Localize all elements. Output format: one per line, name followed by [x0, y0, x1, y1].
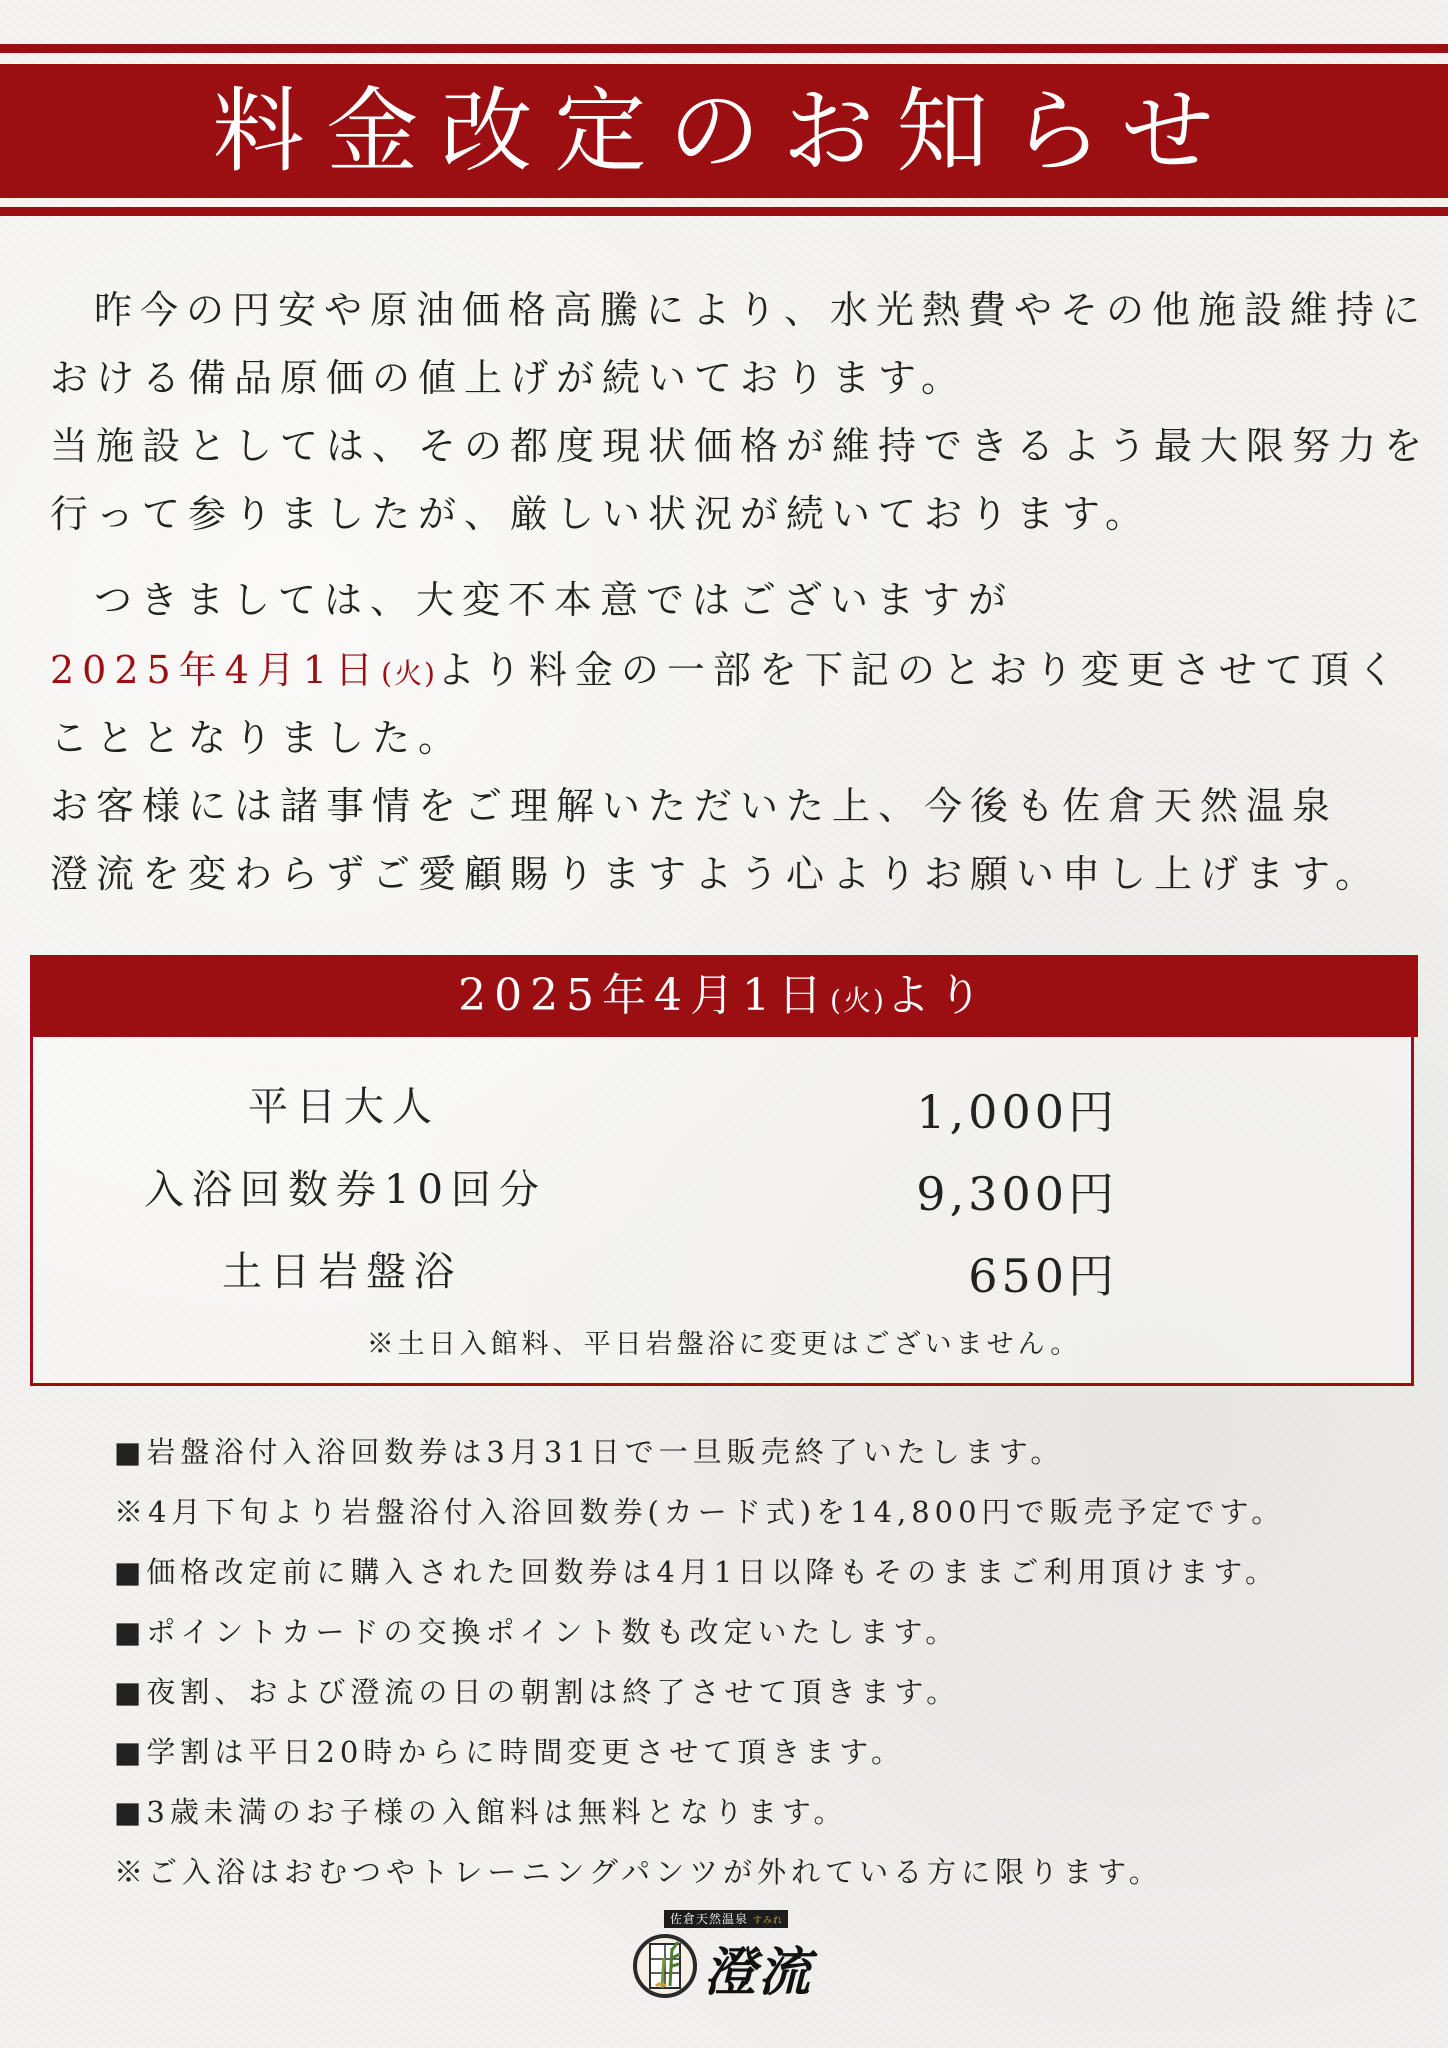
- price-item-price: 1,000円: [916, 1085, 1118, 1139]
- note-item: ※ご入浴はおむつやトレーニングパンツが外れている方に限ります。: [114, 1855, 1163, 1889]
- price-item-name: 入浴回数券10回分: [144, 1167, 547, 1213]
- title-bottom-stripe: [0, 207, 1448, 216]
- intro-line-7: こととなりました。: [50, 716, 465, 760]
- intro-line-3: 当施設としては、その都度現状価格が維持できるよう最大限努力を: [50, 424, 1431, 468]
- price-item-name: 土日岩盤浴: [222, 1249, 462, 1295]
- intro-line-8: お客様には諸事情をご理解いただいた上、今後も佐倉天然温泉: [50, 784, 1339, 828]
- note-item: ■岩盤浴付入浴回数券は3月31日で一旦販売終了いたします。: [114, 1435, 1065, 1469]
- intro-line-6: 2025年4月1日(火)より料金の一部を下記のとおり変更させて頂く: [50, 648, 1403, 692]
- page-title: 料金改定のお知らせ: [212, 78, 1236, 185]
- intro-line-9: 澄流を変わらずご愛顧賜りますよう心よりお願い申し上げます。: [50, 852, 1381, 896]
- effective-weekday: (火): [381, 657, 437, 690]
- note-item: ※4月下旬より岩盤浴付入浴回数券(カード式)を14,800円で販売予定です。: [114, 1495, 1286, 1529]
- intro-line-4: 行って参りましたが、厳しい状況が続いております。: [50, 492, 1151, 536]
- intro-line-5: つきましては、大変不本意ではございますが: [94, 578, 1015, 622]
- logo-caption: 佐倉天然温泉 すみれ: [664, 1910, 788, 1928]
- note-item: ■ポイントカードの交換ポイント数も改定いたします。: [114, 1615, 960, 1649]
- note-item: ■価格改定前に購入された回数券は4月1日以降もそのままご利用頂けます。: [114, 1555, 1279, 1589]
- price-item-price: 9,300円: [916, 1167, 1118, 1221]
- title-top-stripe: [0, 44, 1448, 53]
- logo-emblem-icon: [632, 1928, 698, 2000]
- intro-line-2: おける備品原価の値上げが続いております。: [50, 356, 967, 400]
- price-item-name: 平日大人: [248, 1084, 440, 1130]
- price-box-note: ※土日入館料、平日岩盤浴に変更はございません。: [366, 1329, 1082, 1360]
- logo-name: 澄流: [704, 1942, 813, 2003]
- note-item: ■学割は平日20時からに時間変更させて頂きます。: [114, 1735, 905, 1769]
- effective-date: 2025年4月1日: [50, 648, 382, 692]
- note-item: ■夜割、および澄流の日の朝割は終了させて頂きます。: [114, 1675, 961, 1709]
- price-box-header-text: 2025年4月1日(火)より: [458, 970, 990, 1021]
- intro-line-1: 昨今の円安や原油価格高騰により、水光熱費やその他施設維持に: [94, 288, 1429, 332]
- note-item: ■3歳未満のお子様の入館料は無料となります。: [114, 1795, 848, 1829]
- price-item-price: 650円: [968, 1249, 1118, 1303]
